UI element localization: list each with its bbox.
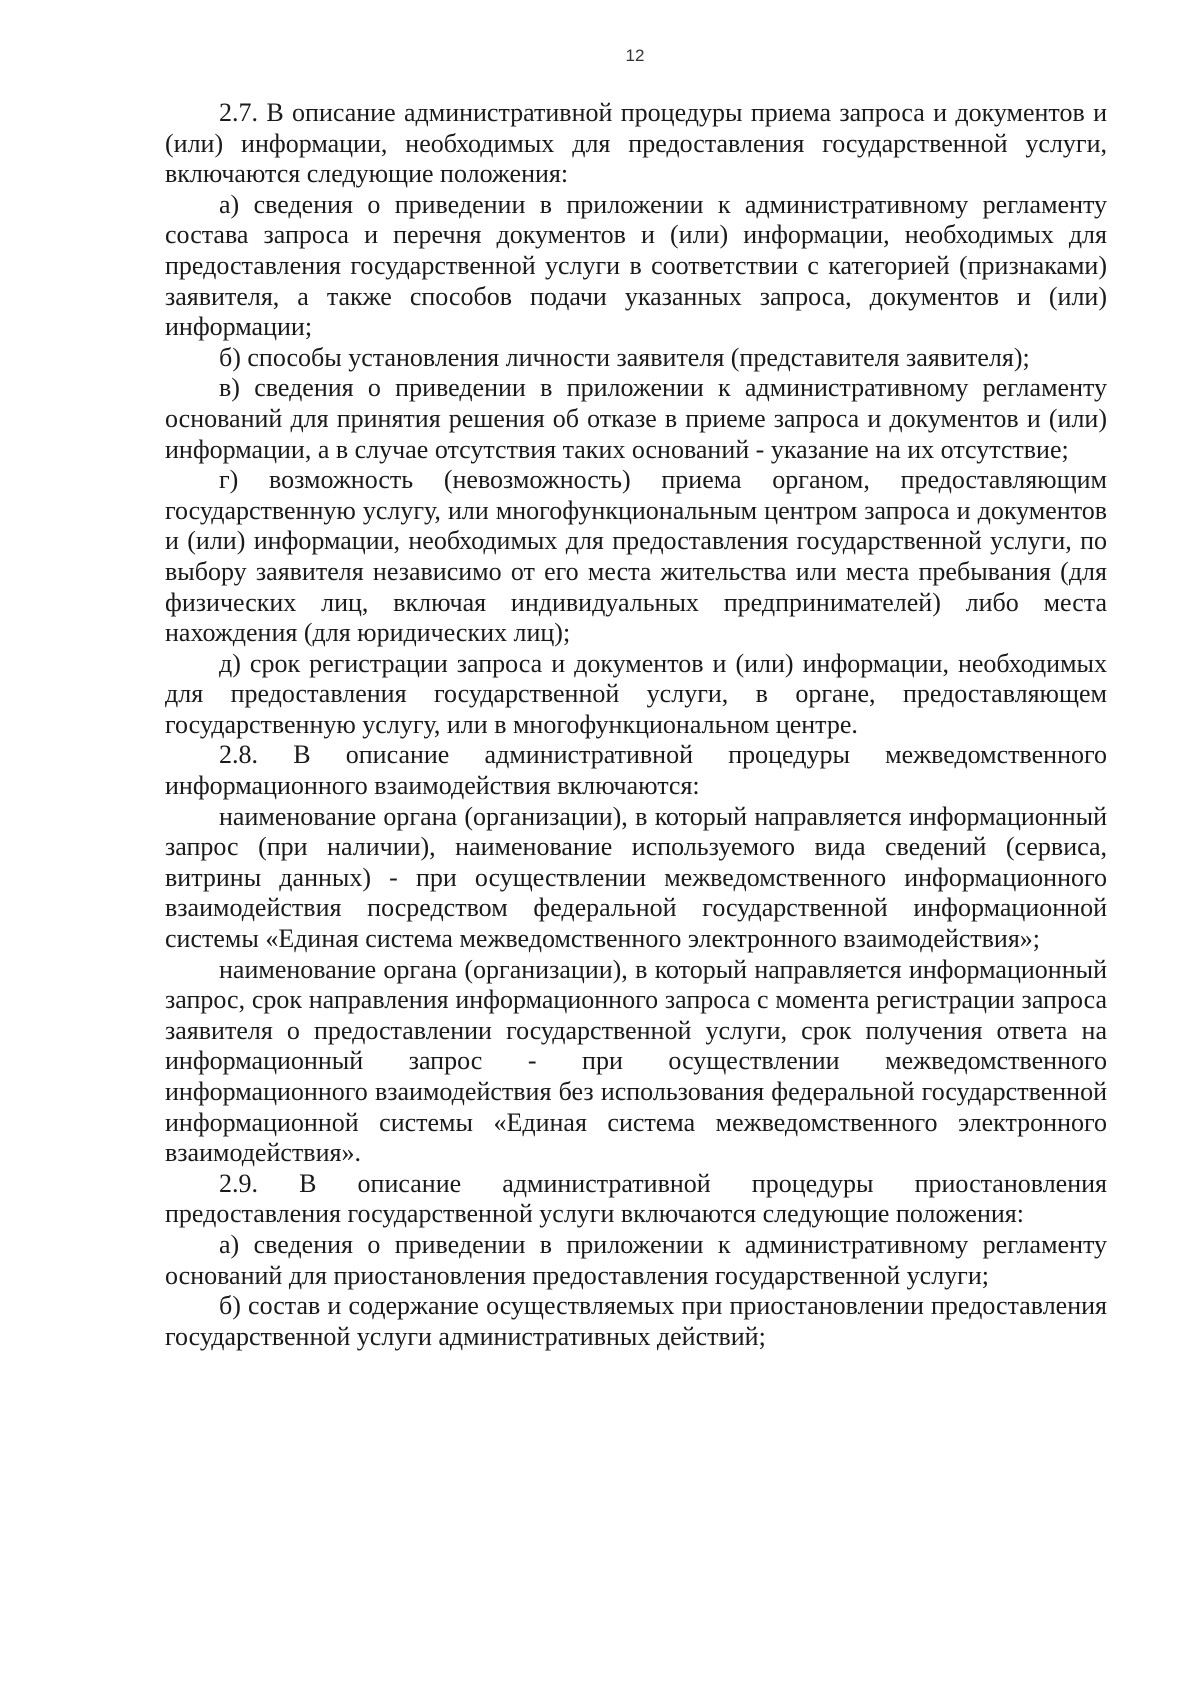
paragraph-2-8-item-1: наименование органа (организации), в который направляется информационный запрос (при наличии), наименование используемого вида сведений (сервиса, витрины данных) - при осуществлении межведомственного информационного взаимодействия посредством федеральной государственной информационной системы «Единая система межведомственного электронного взаимодействия»; xyxy=(165,801,1107,954)
paragraph-2-8-item-2: наименование органа (организации), в который направляется информационный запрос, срок направления информационного запроса с момента регистрации запроса заявителя о предоставлении государственной услуги, срок получения ответа на информационный запрос - при осуществлении межведомственного информационного взаимодействия без использования федеральной государственной информационной системы «Единая система межведомственного электронного взаимодействия». xyxy=(165,954,1107,1168)
paragraph-2-7: 2.7. В описание административной процедуры приема запроса и документов и (или) информации, необходимых для предоставления государственной услуги, включаются следующие положения: xyxy=(165,98,1107,189)
paragraph-2-7-g: г) возможность (невозможность) приема органом, предоставляющим государственную услугу, или многофункциональным центром запроса и документов и (или) информации, необходимых для предоставления государственной услуги, по выбору заявителя независимо от его места жительства или места пребывания (для физических лиц, включая индивидуальных предпринимателей) либо места нахождения (для юридических лиц); xyxy=(165,465,1107,648)
paragraph-2-7-a: а) сведения о приведении в приложении к административному регламенту состава запроса и перечня документов и (или) информации, необходимых для предоставления государственной услуги в соответствии с категорией (признаками) заявителя, а также способов подачи указанных запроса, документов и (или) информации; xyxy=(165,189,1107,342)
paragraph-2-9-a: а) сведения о приведении в приложении к административному регламенту оснований для приостановления предоставления государственной услуги; xyxy=(165,1229,1107,1290)
paragraph-2-9: 2.9. В описание административной процедуры приостановления предоставления государственной услуги включаются следующие положения: xyxy=(165,1168,1107,1229)
paragraph-2-7-v: в) сведения о приведении в приложении к административному регламенту оснований для принятия решения об отказе в приеме запроса и документов и (или) информации, а в случае отсутствия таких оснований - указание на их отсутствие; xyxy=(165,373,1107,464)
paragraph-2-9-b: б) состав и содержание осуществляемых при приостановлении предоставления государственной услуги административных действий; xyxy=(165,1291,1107,1351)
document-body xyxy=(165,98,1107,1352)
paragraph-2-8: 2.8. В описание административной процедуры межведомственного информационного взаимодействия включаются: xyxy=(165,740,1107,801)
page-number: 12 xyxy=(625,46,645,65)
paragraph-2-7-b: б) способы установления личности заявителя (представителя заявителя); xyxy=(219,342,1030,372)
paragraph-2-7-d: д) срок регистрации запроса и документов и (или) информации, необходимых для предоставления государственной услуги, в органе, предоставляющем государственную услугу, или в многофункциональном центре. xyxy=(165,648,1107,739)
